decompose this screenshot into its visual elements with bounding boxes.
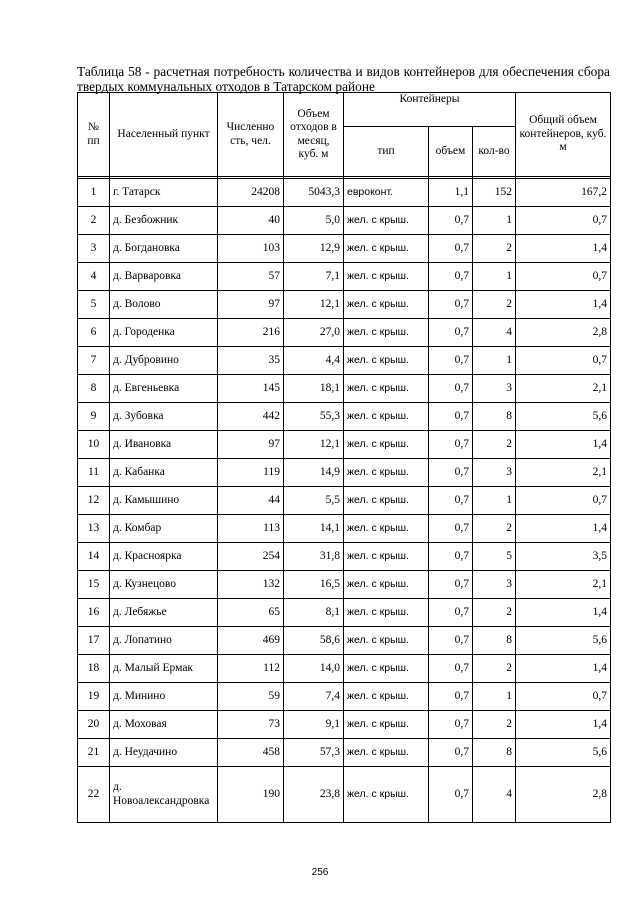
cell-waste: 27,0 [284,319,344,347]
table-row [78,767,611,823]
cell-type: жел. с крыш. [344,767,429,823]
cell-name: д. Зубовка [110,403,218,431]
cell-count: 2 [473,711,516,739]
cell-waste: 57,3 [284,739,344,767]
table-row [78,431,611,459]
cell-vol: 0,7 [429,515,473,543]
cell-population: 190 [218,767,284,823]
cell-name: д. Кузнецово [110,571,218,599]
table-row [78,487,611,515]
cell-total: 0,7 [516,263,611,291]
cell-waste: 5043,3 [284,179,344,207]
table-row [78,655,611,683]
cell-population: 113 [218,515,284,543]
cell-type: жел. с крыш. [344,375,429,403]
header-settlement: Населенный пункт [110,93,218,177]
header-population: Численно сть, чел. [218,93,284,177]
cell-waste: 14,0 [284,655,344,683]
cell-count: 3 [473,459,516,487]
cell-name: д. Комбар [110,515,218,543]
cell-total: 0,7 [516,487,611,515]
cell-population: 119 [218,459,284,487]
header-count: кол-во [473,127,516,177]
cell-population: 132 [218,571,284,599]
cell-type: жел. с крыш. [344,739,429,767]
cell-name: д. Малый Ермак [110,655,218,683]
cell-total: 5,6 [516,627,611,655]
cell-type: жел. с крыш. [344,487,429,515]
cell-population: 40 [218,207,284,235]
header-num: № пп [78,93,110,177]
header-type: тип [344,127,429,177]
table-row [78,459,611,487]
table-row [78,711,611,739]
cell-num: 7 [78,347,110,375]
cell-num: 11 [78,459,110,487]
cell-count: 1 [473,347,516,375]
cell-waste: 16,5 [284,571,344,599]
cell-name: д. Лебяжье [110,599,218,627]
cell-count: 1 [473,263,516,291]
cell-population: 59 [218,683,284,711]
cell-name: д. Дубровино [110,347,218,375]
cell-population: 97 [218,431,284,459]
table-row [78,235,611,263]
cell-vol: 0,7 [429,291,473,319]
page-number: 256 [311,867,329,878]
cell-type: жел. с крыш. [344,515,429,543]
cell-num: 6 [78,319,110,347]
cell-waste: 14,9 [284,459,344,487]
cell-waste: 5,5 [284,487,344,515]
cell-waste: 58,6 [284,627,344,655]
cell-name: д. Евгеньевка [110,375,218,403]
table-caption: Таблица 58 - расчетная потребность количества и видов контейнеров для обеспечения сбора твердых коммунальных отходов в Татарском районе [77,64,610,94]
cell-count: 2 [473,599,516,627]
cell-population: 24208 [218,179,284,207]
cell-count: 2 [473,515,516,543]
cell-vol: 0,7 [429,711,473,739]
cell-type: жел. с крыш. [344,543,429,571]
cell-num: 15 [78,571,110,599]
cell-name: д. Кабанка [110,459,218,487]
table-row [78,319,611,347]
header-volume: объем [429,127,473,177]
cell-num: 16 [78,599,110,627]
cell-name: д. Минино [110,683,218,711]
cell-population: 458 [218,739,284,767]
cell-type: жел. с крыш. [344,291,429,319]
cell-count: 1 [473,487,516,515]
cell-num: 18 [78,655,110,683]
header-total-volume: Общий объем контейнеров, куб. м [516,93,611,177]
cell-type: жел. с крыш. [344,263,429,291]
cell-type: жел. с крыш. [344,235,429,263]
cell-waste: 55,3 [284,403,344,431]
cell-total: 1,4 [516,291,611,319]
cell-vol: 0,7 [429,571,473,599]
cell-waste: 18,1 [284,375,344,403]
table-row [78,515,611,543]
table-row [78,627,611,655]
cell-vol: 0,7 [429,487,473,515]
cell-total: 5,6 [516,739,611,767]
cell-type: жел. с крыш. [344,655,429,683]
cell-num: 5 [78,291,110,319]
cell-waste: 4,4 [284,347,344,375]
table-row [78,571,611,599]
cell-num: 8 [78,375,110,403]
table-row [78,291,611,319]
cell-population: 442 [218,403,284,431]
table-row [78,403,611,431]
cell-count: 1 [473,207,516,235]
cell-name: д. Камышино [110,487,218,515]
header-waste-volume: Объем отходов в месяц, куб. м [284,93,344,177]
cell-name: д. Лопатино [110,627,218,655]
cell-count: 2 [473,431,516,459]
cell-count: 2 [473,655,516,683]
cell-num: 20 [78,711,110,739]
cell-name: д. Ивановка [110,431,218,459]
cell-num: 1 [78,179,110,207]
cell-population: 216 [218,319,284,347]
cell-waste: 23,8 [284,767,344,823]
cell-count: 3 [473,571,516,599]
cell-vol: 0,7 [429,319,473,347]
cell-name: д. Неудачино [110,739,218,767]
cell-vol: 0,7 [429,263,473,291]
cell-count: 152 [473,179,516,207]
cell-type: жел. с крыш. [344,207,429,235]
cell-type: евроконт. [344,179,429,207]
cell-type: жел. с крыш. [344,319,429,347]
cell-type: жел. с крыш. [344,347,429,375]
cell-name: г. Татарск [110,179,218,207]
cell-vol: 0,7 [429,403,473,431]
cell-type: жел. с крыш. [344,459,429,487]
cell-count: 8 [473,627,516,655]
cell-total: 1,4 [516,655,611,683]
table-row [78,179,611,207]
cell-waste: 14,1 [284,515,344,543]
cell-total: 2,8 [516,319,611,347]
cell-name: д. Городенка [110,319,218,347]
cell-count: 8 [473,403,516,431]
cell-waste: 7,1 [284,263,344,291]
cell-total: 2,8 [516,767,611,823]
cell-population: 65 [218,599,284,627]
cell-waste: 12,9 [284,235,344,263]
cell-vol: 0,7 [429,739,473,767]
cell-population: 57 [218,263,284,291]
cell-num: 10 [78,431,110,459]
cell-count: 4 [473,767,516,823]
cell-vol: 0,7 [429,459,473,487]
cell-name: д. Новоалександровка [110,767,218,823]
cell-population: 469 [218,627,284,655]
cell-type: жел. с крыш. [344,683,429,711]
cell-num: 9 [78,403,110,431]
cell-num: 14 [78,543,110,571]
cell-count: 3 [473,375,516,403]
cell-waste: 7,4 [284,683,344,711]
cell-total: 2,1 [516,459,611,487]
cell-total: 3,5 [516,543,611,571]
cell-total: 1,4 [516,515,611,543]
cell-population: 35 [218,347,284,375]
table-row [78,375,611,403]
cell-waste: 9,1 [284,711,344,739]
cell-vol: 0,7 [429,627,473,655]
cell-population: 103 [218,235,284,263]
cell-waste: 12,1 [284,291,344,319]
cell-total: 0,7 [516,347,611,375]
table-row [78,263,611,291]
cell-name: д. Безбожник [110,207,218,235]
cell-num: 19 [78,683,110,711]
cell-vol: 0,7 [429,347,473,375]
cell-waste: 31,8 [284,543,344,571]
cell-count: 8 [473,739,516,767]
cell-total: 1,4 [516,599,611,627]
cell-num: 3 [78,235,110,263]
cell-vol: 0,7 [429,655,473,683]
cell-waste: 5,0 [284,207,344,235]
cell-population: 254 [218,543,284,571]
cell-type: жел. с крыш. [344,403,429,431]
table-row [78,599,611,627]
cell-population: 97 [218,291,284,319]
cell-count: 1 [473,683,516,711]
cell-total: 2,1 [516,375,611,403]
cell-vol: 0,7 [429,543,473,571]
cell-total: 0,7 [516,207,611,235]
cell-population: 44 [218,487,284,515]
cell-vol: 0,7 [429,683,473,711]
cell-num: 13 [78,515,110,543]
cell-num: 22 [78,767,110,823]
header-containers: Контейнеры [344,93,516,127]
cell-name: д. Богдановка [110,235,218,263]
cell-total: 167,2 [516,179,611,207]
cell-vol: 0,7 [429,235,473,263]
cell-population: 73 [218,711,284,739]
cell-total: 1,4 [516,235,611,263]
cell-waste: 8,1 [284,599,344,627]
cell-num: 4 [78,263,110,291]
cell-vol: 1,1 [429,179,473,207]
cell-total: 2,1 [516,571,611,599]
cell-waste: 12,1 [284,431,344,459]
cell-count: 2 [473,235,516,263]
containers-table [77,92,611,823]
cell-vol: 0,7 [429,375,473,403]
cell-population: 145 [218,375,284,403]
table-row [78,207,611,235]
cell-total: 0,7 [516,683,611,711]
cell-type: жел. с крыш. [344,571,429,599]
cell-vol: 0,7 [429,431,473,459]
cell-population: 112 [218,655,284,683]
cell-total: 1,4 [516,711,611,739]
cell-name: д. Красноярка [110,543,218,571]
cell-name: д. Моховая [110,711,218,739]
cell-vol: 0,7 [429,767,473,823]
cell-count: 5 [473,543,516,571]
cell-count: 2 [473,291,516,319]
cell-num: 12 [78,487,110,515]
cell-name: д. Волово [110,291,218,319]
cell-count: 4 [473,319,516,347]
cell-type: жел. с крыш. [344,599,429,627]
table-row [78,739,611,767]
cell-name: д. Варваровка [110,263,218,291]
cell-num: 21 [78,739,110,767]
cell-num: 2 [78,207,110,235]
cell-type: жел. с крыш. [344,711,429,739]
cell-num: 17 [78,627,110,655]
cell-vol: 0,7 [429,207,473,235]
cell-total: 1,4 [516,431,611,459]
table-row [78,347,611,375]
cell-total: 5,6 [516,403,611,431]
cell-type: жел. с крыш. [344,627,429,655]
table-body [78,179,611,823]
cell-type: жел. с крыш. [344,431,429,459]
table-row [78,543,611,571]
cell-vol: 0,7 [429,599,473,627]
table-row [78,683,611,711]
